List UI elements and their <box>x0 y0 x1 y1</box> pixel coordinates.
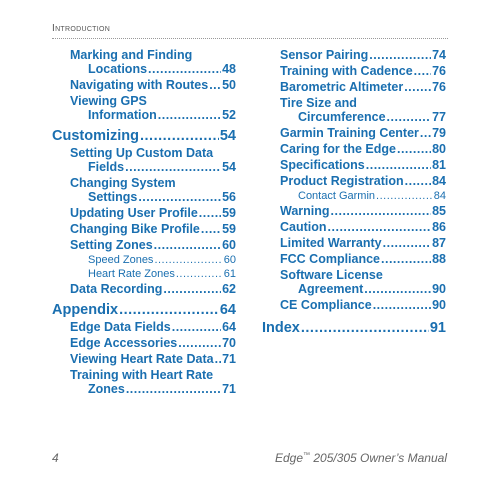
toc-entry[interactable] <box>52 146 236 174</box>
dot-leader <box>331 204 432 218</box>
toc-entry[interactable] <box>52 206 236 220</box>
toc-entry-title: Caring for the Edge <box>280 142 396 156</box>
toc-entry[interactable] <box>52 352 236 366</box>
section-header: Introduction <box>52 23 111 34</box>
toc-entry[interactable] <box>52 254 236 266</box>
toc-page-number: 90 <box>432 298 446 312</box>
toc-page-number: 84 <box>432 174 446 188</box>
toc-left-column <box>52 48 236 398</box>
toc-page-number: 76 <box>432 64 446 78</box>
toc-page-number: 59 <box>222 222 236 236</box>
dot-leader <box>373 298 431 312</box>
dot-leader <box>126 382 221 396</box>
toc-entry-title: Information <box>88 108 157 122</box>
toc-entry-title: Zones <box>88 382 125 396</box>
dot-leader <box>376 190 433 202</box>
manual-name-rest: 205/305 Owner’s Manual <box>310 451 447 465</box>
toc-entry-title: Speed Zones <box>88 254 154 266</box>
toc-entry[interactable] <box>262 158 446 172</box>
toc-entry-title: Product Registration <box>280 174 404 188</box>
toc-page-number: 50 <box>222 78 236 92</box>
toc-entry-title: Appendix <box>52 302 119 318</box>
toc-entry[interactable] <box>52 268 236 280</box>
toc-entry-title-line: Changing System <box>70 176 176 190</box>
dot-leader <box>397 142 431 156</box>
toc-page-number: 64 <box>222 320 236 334</box>
toc-entry[interactable] <box>52 336 236 350</box>
toc-entry[interactable] <box>52 320 236 334</box>
toc-right-column <box>262 48 446 338</box>
toc-entry[interactable] <box>52 368 236 396</box>
toc-entry-title: Edge Data Fields <box>70 320 171 334</box>
toc-entry[interactable] <box>52 128 236 144</box>
toc-entry-title: Garmin Training Center <box>280 126 419 140</box>
toc-entry-title: Contact Garmin <box>298 190 376 202</box>
toc-entry-title: Agreement <box>298 282 364 296</box>
dot-leader <box>328 220 432 234</box>
toc-page-number: 48 <box>222 62 236 76</box>
toc-entry[interactable] <box>52 222 236 236</box>
toc-page-number: 91 <box>429 320 446 336</box>
toc-entry[interactable] <box>52 78 236 92</box>
toc-entry[interactable] <box>52 48 236 76</box>
toc-entry-title-line: Tire Size and <box>280 96 357 110</box>
toc-entry-title: Fields <box>88 160 125 174</box>
toc-page-number: 87 <box>432 236 446 250</box>
toc-page-number: 76 <box>432 80 446 94</box>
toc-entry-title-line: Viewing GPS <box>70 94 147 108</box>
toc-page-number: 81 <box>432 158 446 172</box>
dot-leader <box>138 190 221 204</box>
toc-page-number: 56 <box>222 190 236 204</box>
toc-entry[interactable] <box>262 64 446 78</box>
toc-entry-title: Barometric Altimeter <box>280 80 404 94</box>
dot-leader <box>383 236 431 250</box>
toc-page-number: 61 <box>223 268 236 280</box>
toc-entry[interactable] <box>262 236 446 250</box>
toc-entry-title: Heart Rate Zones <box>88 268 175 280</box>
toc-entry[interactable] <box>262 268 446 296</box>
toc-entry[interactable] <box>262 48 446 62</box>
dot-leader <box>178 336 221 350</box>
toc-page-number: 74 <box>432 48 446 62</box>
toc-page-number: 71 <box>222 382 236 396</box>
toc-page-number: 62 <box>222 282 236 296</box>
dot-leader <box>154 238 221 252</box>
toc-page-number: 80 <box>432 142 446 156</box>
toc-entry[interactable] <box>262 126 446 140</box>
dot-leader <box>140 128 219 144</box>
manual-name: Edge <box>274 451 304 465</box>
toc-page-number: 79 <box>432 126 446 140</box>
toc-entry-title: Caution <box>280 220 327 234</box>
dot-leader <box>158 108 221 122</box>
toc-entry-title: Changing Bike Profile <box>70 222 200 236</box>
dot-leader <box>405 174 431 188</box>
dot-leader <box>148 62 221 76</box>
toc-page-number: 90 <box>432 282 446 296</box>
toc-entry-title: CE Compliance <box>280 298 372 312</box>
toc-entry-title-line: Training with Heart Rate <box>70 368 214 382</box>
trademark-symbol: ™ <box>303 452 311 459</box>
toc-entry-title: Sensor Pairing <box>280 48 369 62</box>
toc-entry-title-line: Marking and Finding <box>70 48 193 62</box>
toc-entry-title-line: Setting Up Custom Data <box>70 146 214 160</box>
header-divider <box>52 38 448 39</box>
toc-entry-title: Navigating with Routes <box>70 78 209 92</box>
toc-page-number: 88 <box>432 252 446 266</box>
toc-entry[interactable] <box>262 80 446 94</box>
dot-leader <box>199 206 221 220</box>
dot-leader <box>420 126 431 140</box>
dot-leader <box>172 320 221 334</box>
toc-entry-title: Specifications <box>280 158 365 172</box>
page-number: 4 <box>52 451 59 465</box>
dot-leader <box>163 282 221 296</box>
toc-entry-title: Locations <box>88 62 148 76</box>
toc-page-number: 64 <box>219 302 236 318</box>
dot-leader <box>176 268 223 280</box>
toc-page-number: 52 <box>222 108 236 122</box>
dot-leader <box>215 352 222 366</box>
toc-entry[interactable] <box>262 320 446 336</box>
toc-page-number: 70 <box>222 336 236 350</box>
dot-leader <box>364 282 431 296</box>
toc-entry[interactable] <box>262 142 446 156</box>
dot-leader <box>125 160 221 174</box>
toc-entry-title: FCC Compliance <box>280 252 381 266</box>
toc-entry-title: Data Recording <box>70 282 163 296</box>
dot-leader <box>209 78 221 92</box>
toc-page-number: 60 <box>222 238 236 252</box>
toc-entry[interactable] <box>52 302 236 318</box>
dot-leader <box>201 222 221 236</box>
toc-page-number: 84 <box>433 190 446 202</box>
dot-leader <box>387 110 432 124</box>
dot-leader <box>369 48 431 62</box>
dot-leader <box>366 158 431 172</box>
toc-page-number: 60 <box>223 254 236 266</box>
dot-leader <box>414 64 431 78</box>
toc-entry[interactable] <box>262 298 446 312</box>
toc-entry-title: Index <box>262 320 300 336</box>
toc-page-number: 59 <box>222 206 236 220</box>
toc-entry[interactable] <box>262 190 446 202</box>
toc-entry[interactable] <box>52 94 236 122</box>
toc-entry[interactable] <box>52 282 236 296</box>
toc-entry-title-line: Software License <box>280 268 383 282</box>
toc-page-number: 85 <box>432 204 446 218</box>
dot-leader <box>404 80 431 94</box>
toc-page-number: 77 <box>432 110 446 124</box>
toc-page-number: 71 <box>222 352 236 366</box>
manual-title <box>275 451 447 465</box>
toc-page-number: 54 <box>219 128 236 144</box>
toc-entry-title: Customizing <box>52 128 139 144</box>
toc-entry-title: Circumference <box>298 110 386 124</box>
toc-entry-title: Viewing Heart Rate Data <box>70 352 214 366</box>
toc-entry-title: Edge Accessories <box>70 336 178 350</box>
toc-entry-title: Limited Warranty <box>280 236 382 250</box>
dot-leader <box>381 252 431 266</box>
toc-entry[interactable] <box>52 176 236 204</box>
dot-leader <box>301 320 429 336</box>
toc-entry-title: Training with Cadence <box>280 64 413 78</box>
toc-entry[interactable] <box>262 252 446 266</box>
toc-page-number: 54 <box>222 160 236 174</box>
toc-entry[interactable] <box>52 238 236 252</box>
dot-leader <box>119 302 219 318</box>
toc-entry[interactable] <box>262 204 446 218</box>
toc-entry-title: Warning <box>280 204 330 218</box>
toc-entry-title: Updating User Profile <box>70 206 198 220</box>
toc-entry[interactable] <box>262 220 446 234</box>
toc-entry[interactable] <box>262 96 446 124</box>
dot-leader <box>154 254 222 266</box>
toc-entry-title: Setting Zones <box>70 238 153 252</box>
toc-entry[interactable] <box>262 174 446 188</box>
toc-entry-title: Settings <box>88 190 138 204</box>
toc-page-number: 86 <box>432 220 446 234</box>
